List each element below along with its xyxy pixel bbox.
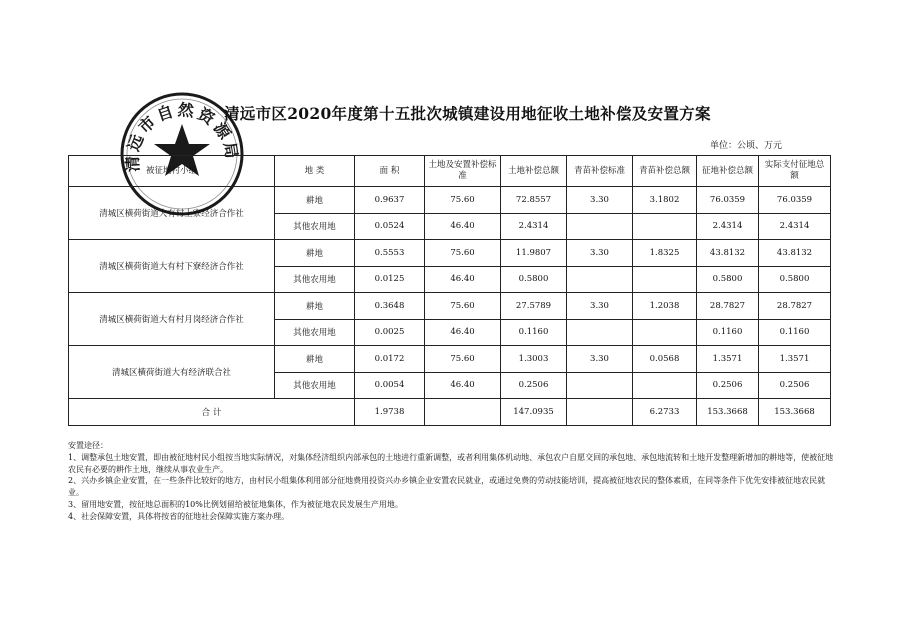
land-type-cell: 耕地 [275,293,355,320]
standard-cell: 75.60 [425,240,501,267]
note-item: 3、留用地安置，按征地总面积的10%比例划留给被征地集体，作为被征地农民发展生产用地。 [68,499,403,509]
header-crop-standard: 青苗补偿标准 [567,156,633,187]
land-total-cell: 11.9807 [501,240,567,267]
crop-total-cell [633,319,697,346]
header-village: 被征地村小组 [69,156,275,187]
land-total-cell: 0.1160 [501,319,567,346]
table-row [69,346,831,373]
table-header-row [69,156,831,187]
comp-total-cell: 0.5800 [697,266,759,293]
area-cell: 0.0054 [355,372,425,399]
land-type-cell: 其他农用地 [275,372,355,399]
total-actual: 153.3668 [759,399,831,426]
actual-cell: 28.7827 [759,293,831,320]
note-item: 1、调整承包土地安置，即由被征地村民小组按当地实际情况，对集体经济组织内部承包的土地进行重新调整，或者利用集体机动地、承包农户自愿交回的承包地、承包地流转和土地开发整理新增加的耕地等，使被征地农民有必要的耕作土地，继续从事农业生产。 [68,452,834,474]
total-comp-total: 153.3668 [697,399,759,426]
actual-cell: 2.4314 [759,213,831,240]
crop-total-cell [633,372,697,399]
standard-cell: 46.40 [425,213,501,240]
header-crop-total: 青苗补偿总额 [633,156,697,187]
comp-total-cell: 28.7827 [697,293,759,320]
land-total-cell: 0.5800 [501,266,567,293]
header-comp-total: 征地补偿总额 [697,156,759,187]
area-cell: 0.0025 [355,319,425,346]
village-name: 清城区横荷街道大有经济联合社 [69,346,275,399]
crop-standard-cell: 3.30 [567,240,633,267]
total-land-total: 147.0935 [501,399,567,426]
land-type-cell: 其他农用地 [275,213,355,240]
resettlement-notes [68,440,838,523]
comp-total-cell: 43.8132 [697,240,759,267]
total-standard [425,399,501,426]
table-row [69,240,831,267]
actual-cell: 0.5800 [759,266,831,293]
crop-standard-cell [567,319,633,346]
crop-standard-cell: 3.30 [567,187,633,214]
header-area: 面 积 [355,156,425,187]
total-label: 合 计 [69,399,355,426]
comp-total-cell: 76.0359 [697,187,759,214]
crop-total-cell: 1.2038 [633,293,697,320]
standard-cell: 75.60 [425,293,501,320]
area-cell: 0.0524 [355,213,425,240]
total-row [69,399,831,426]
crop-total-cell [633,266,697,293]
land-total-cell: 27.5789 [501,293,567,320]
comp-total-cell: 2.4314 [697,213,759,240]
land-total-cell: 72.8557 [501,187,567,214]
actual-cell: 43.8132 [759,240,831,267]
crop-standard-cell [567,266,633,293]
village-name: 清城区横荷街道大有村下寮经济合作社 [69,240,275,293]
crop-total-cell: 3.1802 [633,187,697,214]
header-land-type: 地 类 [275,156,355,187]
note-item: 4、社会保障安置，具体将按省的征地社会保障实施方案办理。 [68,511,290,521]
actual-cell: 0.2506 [759,372,831,399]
table-row [69,293,831,320]
village-name: 清城区横荷街道大有村上寮经济合作社 [69,187,275,240]
standard-cell: 75.60 [425,187,501,214]
standard-cell: 46.40 [425,319,501,346]
header-actual: 实际支付征地总额 [759,156,831,187]
note-item: 2、兴办乡镇企业安置，在一些条件比较好的地方，由村民小组集体利用部分征地费用投资兴办乡镇企业安置农民就业，或通过免费的劳动技能培训，提高被征地农民的整体素质，在同等条件下优先安排被征地农民就业。 [68,476,826,498]
land-type-cell: 耕地 [275,346,355,373]
standard-cell: 75.60 [425,346,501,373]
actual-cell: 76.0359 [759,187,831,214]
area-cell: 0.0172 [355,346,425,373]
comp-total-cell: 1.3571 [697,346,759,373]
document-title: 清远市区2020年度第十五批次城镇建设用地征收土地补偿及安置方案 [224,104,711,123]
land-total-cell: 1.3003 [501,346,567,373]
unit-label: 单位：公顷、万元 [710,141,783,151]
standard-cell: 46.40 [425,266,501,293]
crop-standard-cell [567,213,633,240]
total-crop-standard [567,399,633,426]
notes-heading: 安置途径： [68,441,108,450]
standard-cell: 46.40 [425,372,501,399]
land-type-cell: 其他农用地 [275,266,355,293]
area-cell: 0.3648 [355,293,425,320]
crop-standard-cell [567,372,633,399]
area-cell: 0.0125 [355,266,425,293]
crop-total-cell [633,213,697,240]
crop-total-cell: 1.8325 [633,240,697,267]
land-type-cell: 其他农用地 [275,319,355,346]
comp-total-cell: 0.1160 [697,319,759,346]
village-name: 清城区横荷街道大有村月岗经济合作社 [69,293,275,346]
crop-standard-cell: 3.30 [567,293,633,320]
area-cell: 0.5553 [355,240,425,267]
crop-standard-cell: 3.30 [567,346,633,373]
land-type-cell: 耕地 [275,240,355,267]
total-area: 1.9738 [355,399,425,426]
table-row [69,187,831,214]
svg-text:清远市自然资源局: 清远市自然资源局 [122,99,242,173]
land-type-cell: 耕地 [275,187,355,214]
header-land-total: 土地补偿总额 [501,156,567,187]
area-cell: 0.9637 [355,187,425,214]
header-standard: 土地及安置补偿标准 [425,156,501,187]
actual-cell: 1.3571 [759,346,831,373]
land-total-cell: 2.4314 [501,213,567,240]
compensation-table [68,155,831,426]
comp-total-cell: 0.2506 [697,372,759,399]
actual-cell: 0.1160 [759,319,831,346]
crop-total-cell: 0.0568 [633,346,697,373]
land-total-cell: 0.2506 [501,372,567,399]
total-crop-total: 6.2733 [633,399,697,426]
